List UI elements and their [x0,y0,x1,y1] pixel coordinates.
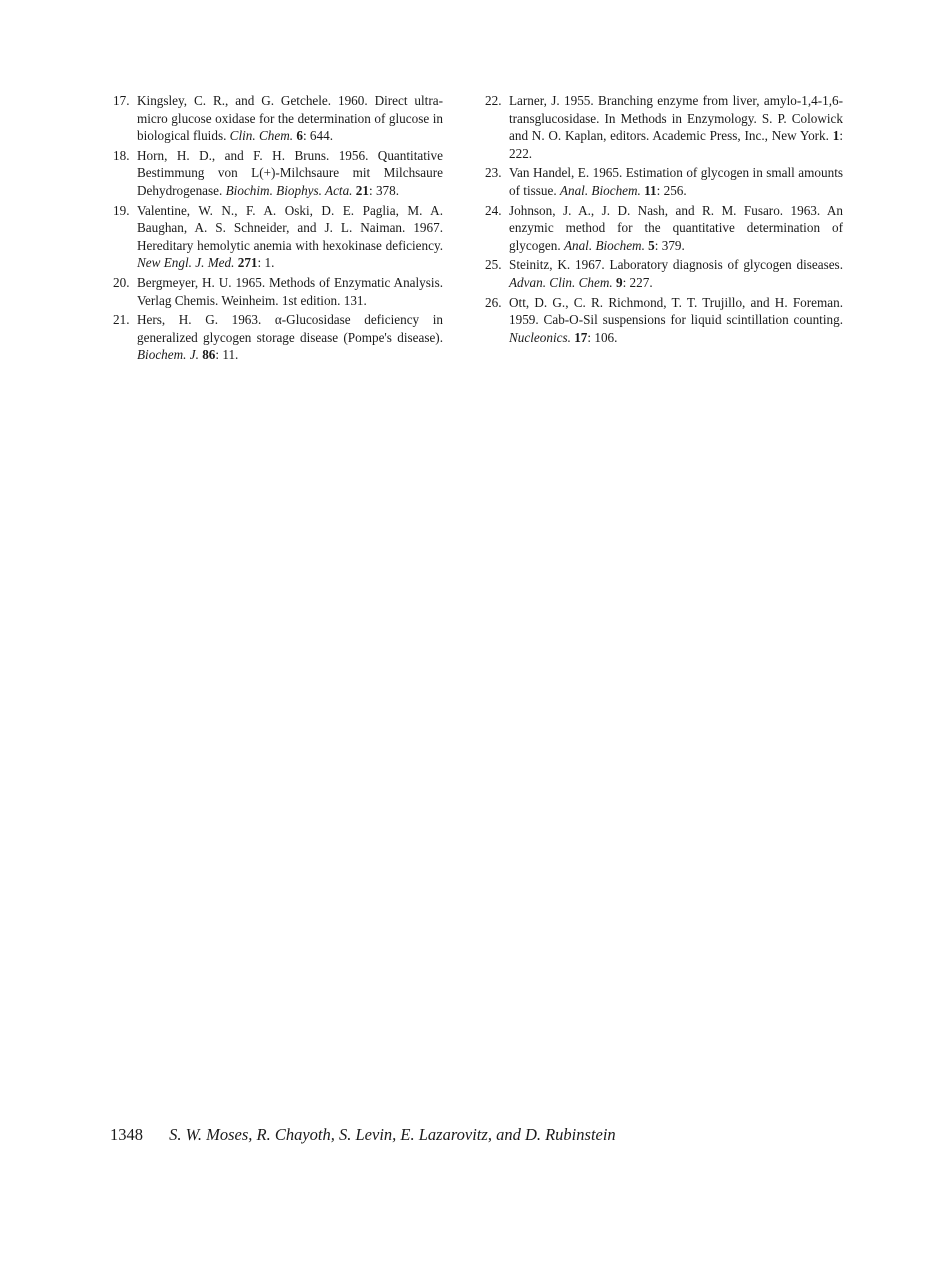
reference-pages: 227. [629,274,653,290]
reference-number: 26. [485,294,502,310]
reference-text: Ott, D. G., C. R. Richmond, T. T. Trujillo, and H. Foreman. 1959. Cab-O-Sil suspensions for liquid scintillation counting. [509,294,843,328]
reference-body: Van Handel, E. 1965. Estimation of glycogen in small amounts of tissue. Anal. Biochem. 11: 256. [509,165,843,198]
reference-pages: 106. [594,329,618,345]
reference-text: Hers, H. G. 1963. α-Glucosidase deficiency in generalized glycogen storage disease (Pompe's disease). [137,312,443,345]
reference-volume: 271 [237,255,258,271]
reference-item [113,147,443,200]
reference-journal: New Engl. J. Med. [137,255,235,271]
reference-item [485,202,843,255]
reference-text: Van Handel, E. 1965. Estimation of glycogen in small amounts of tissue. [509,165,843,198]
reference-pages: 222. [509,145,533,161]
reference-text: Steinitz, K. 1967. Laboratory diagnosis of glycogen diseases. [509,257,843,273]
reference-text: Johnson, J. A., J. D. Nash, and R. M. Fusaro. 1963. An enzymic method for the quantitative determination of glycogen. [509,202,843,253]
page-number: 1348 [110,1125,143,1144]
reference-body: Valentine, W. N., F. A. Oski, D. E. Paglia, M. A. Baughan, A. S. Schneider, and J. L. Naiman. 1967. Hereditary hemolytic anemia with hexokinase deficiency. New Engl. J. Med. 271: 1. [137,202,443,271]
reference-item [113,202,443,272]
page-footer [110,1125,616,1145]
reference-volume: 21 [355,182,369,198]
reference-text: Bergmeyer, H. U. 1965. Methods of Enzymatic Analysis. Verlag Chemis. Weinheim. 1st edition. 131. [137,274,443,308]
reference-item [485,294,843,347]
reference-volume: 5 [648,237,655,253]
reference-pages: 11. [222,347,239,363]
reference-number: 18. [113,147,130,163]
reference-number: 20. [113,274,130,290]
reference-journal: Clin. Chem. [229,128,294,144]
reference-item [485,92,843,162]
reference-text: Horn, H. D., and F. H. Bruns. 1956. Quantitative Bestimmung von L(+)-Milchsaure mit Milchsaure Dehydrogenase. [137,147,443,198]
reference-body: Larner, J. 1955. Branching enzyme from liver, amylo-1,4-1,6-transglucosidase. In Methods in Enzymology. S. P. Colowick and N. O. Kaplan, editors. Academic Press, Inc., New York. 1: 222. [509,93,843,161]
reference-body: Steinitz, K. 1967. Laboratory diagnosis of glycogen diseases. Advan. Clin. Chem. 9: 227. [509,257,843,290]
references-left-column [113,92,443,366]
reference-pages: 378. [375,182,400,198]
reference-volume: 1 [832,128,840,144]
reference-body [137,275,443,308]
references-right-column [485,92,843,348]
reference-volume: 6 [296,128,303,144]
reference-number: 25. [485,257,502,273]
reference-pages: 644. [309,128,333,144]
reference-item [113,274,443,309]
reference-volume: 9 [615,274,623,290]
reference-journal: Nucleonics. [509,329,571,345]
reference-journal: Biochem. J. [137,347,199,363]
reference-body: Horn, H. D., and F. H. Bruns. 1956. Quantitative Bestimmung von L(+)-Milchsaure mit Milchsaure Dehydrogenase. Biochim. Biophys. Acta. 21: 378. [137,147,443,198]
reference-number: 24. [485,202,502,218]
reference-number: 23. [485,165,502,181]
reference-number: 21. [113,312,130,328]
reference-number: 22. [485,93,502,108]
reference-journal: Biochim. Biophys. Acta. [225,182,353,198]
reference-pages: 1. [264,255,275,271]
reference-text: Larner, J. 1955. Branching enzyme from liver, amylo-1,4-1,6-transglucosidase. In Methods in Enzymology. S. P. Colowick and N. O. Kaplan, editors. Academic Press, Inc., New York. [509,93,843,144]
reference-item [485,164,843,199]
reference-journal: Anal. Biochem. [563,237,645,253]
reference-item [113,92,443,145]
reference-text: Kingsley, C. R., and G. Getchele. 1960. Direct ultra-micro glucose oxidase for the determination of glucose in biological fluids. [137,93,443,144]
reference-text: Valentine, W. N., F. A. Oski, D. E. Paglia, M. A. Baughan, A. S. Schneider, and J. L. Naiman. 1967. Hereditary hemolytic anemia with hexokinase deficiency. [137,202,443,253]
reference-body: Hers, H. G. 1963. α-Glucosidase deficiency in generalized glycogen storage disease (Pompe's disease). Biochem. J. 86: 11. [137,312,443,363]
reference-item [113,311,443,364]
reference-volume: 17 [574,329,588,345]
reference-number: 19. [113,202,130,218]
reference-number: 17. [113,93,130,108]
reference-volume: 11 [644,182,657,198]
reference-pages: 379. [661,237,685,253]
reference-body: Kingsley, C. R., and G. Getchele. 1960. Direct ultra-micro glucose oxidase for the determination of glucose in biological fluids. Clin. Chem. 6: 644. [137,93,443,144]
reference-pages: 256. [663,182,687,198]
reference-journal: Anal. Biochem. [559,182,641,198]
running-authors: S. W. Moses, R. Chayoth, S. Levin, E. Lazarovitz, and D. Rubinstein [169,1125,616,1144]
reference-body: Johnson, J. A., J. D. Nash, and R. M. Fusaro. 1963. An enzymic method for the quantitative determination of glycogen. Anal. Biochem. 5: 379. [509,202,843,253]
reference-volume: 86 [202,347,216,363]
reference-item [485,256,843,291]
reference-journal: Advan. Clin. Chem. [509,274,613,290]
reference-body: Ott, D. G., C. R. Richmond, T. T. Trujillo, and H. Foreman. 1959. Cab-O-Sil suspensions for liquid scintillation counting. Nucleonics. 17: 106. [509,294,843,345]
